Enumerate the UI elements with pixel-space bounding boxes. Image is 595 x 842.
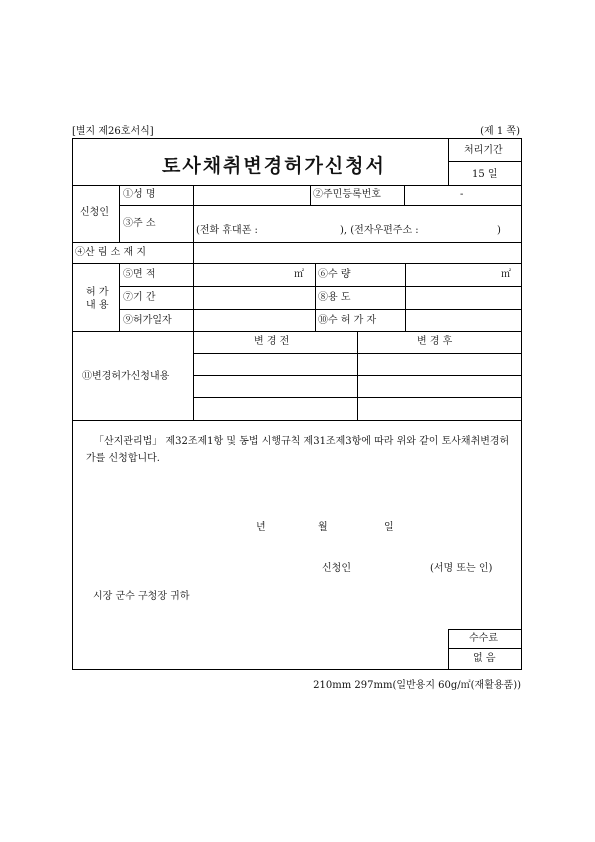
signature-or-seal-label: (서명 또는 인)	[430, 563, 493, 574]
address-label: ③주 소	[123, 218, 156, 229]
processing-period-label: 처리기간	[464, 145, 503, 156]
change-bottom-line	[72, 420, 522, 421]
permit-section-label: 허 가 내 용	[86, 287, 109, 311]
quantity-unit: ㎡	[501, 269, 511, 280]
permit-value-line-1	[193, 263, 194, 331]
page-number-label: (제 1 쪽)	[480, 126, 520, 137]
form-number-label: [별지 제26호서식]	[72, 126, 154, 137]
title-bottom-line	[72, 185, 522, 186]
applicant-section-label: 신청인	[80, 207, 109, 218]
processing-divider	[448, 161, 522, 162]
permit-holder-label: ⑩수 허 가 자	[318, 315, 377, 326]
name-value-line	[193, 185, 194, 205]
resident-label-line	[310, 185, 311, 205]
fee-value: 없 음	[473, 653, 496, 664]
fee-label: 수수료	[469, 633, 498, 644]
change-row-3	[193, 397, 522, 398]
processing-period-value: 15 일	[472, 169, 498, 180]
paper-spec-footer: 210mm 297mm(일반용지 60g/㎡(재활용품))	[313, 680, 521, 691]
date-day-label: 일	[384, 522, 394, 533]
forest-location-bottom	[72, 263, 522, 264]
name-row-bottom	[119, 205, 522, 206]
after-change-label: 변 경 후	[417, 336, 453, 347]
permit-value-line-2	[405, 263, 406, 331]
change-row-2	[193, 375, 522, 376]
applicant-col-line	[119, 185, 120, 242]
name-label: ①성 명	[123, 189, 156, 200]
date-month-label: 월	[318, 522, 328, 533]
application-statement: 「산지관리법」 제32조제1항 및 동법 시행규칙 제31조제3항에 따라 위와 같이 토사채취변경허가를 신청합니다.	[86, 436, 510, 464]
signature-applicant-label: 신청인	[322, 563, 351, 574]
permit-label-line-2	[315, 263, 316, 331]
permit-date-label: ⑨허가일자	[123, 315, 172, 326]
permit-row-1-bottom	[119, 286, 522, 287]
change-section-label: ⑪변경허가신청내용	[82, 371, 170, 382]
area-label: ⑤면 적	[123, 269, 156, 280]
purpose-label: ⑧용 도	[318, 292, 351, 303]
date-year-label: 년	[256, 522, 266, 533]
fee-box-left	[448, 629, 449, 670]
resident-number-dash: -	[460, 189, 464, 200]
forest-location-line	[193, 242, 194, 263]
applicant-bottom-line	[72, 242, 522, 243]
address-value-line	[193, 205, 194, 242]
form-title: 토사채취변경허가신청서	[162, 155, 386, 177]
email-label: ), (전자우편주소 :	[340, 225, 419, 236]
forest-location-label: ④산 림 소 재 지	[75, 247, 147, 258]
phone-mobile-label: (전화 휴대폰 :	[196, 225, 258, 236]
fee-box-top	[448, 629, 522, 630]
fee-box-mid	[448, 648, 522, 649]
resident-number-label: ②주민등록번호	[313, 189, 381, 200]
permit-col-line	[119, 263, 120, 331]
permit-row-2-bottom	[119, 309, 522, 310]
resident-value-line	[404, 185, 405, 205]
addressee-label: 시장 군수 구청장 귀하	[93, 591, 190, 602]
change-row-1	[193, 353, 522, 354]
permit-bottom-line	[72, 331, 522, 332]
address-close-paren: )	[497, 225, 501, 236]
quantity-label: ⑥수 량	[318, 269, 351, 280]
period-label: ⑦기 간	[123, 292, 156, 303]
before-change-label: 변 경 전	[254, 336, 290, 347]
area-unit: ㎡	[294, 269, 304, 280]
